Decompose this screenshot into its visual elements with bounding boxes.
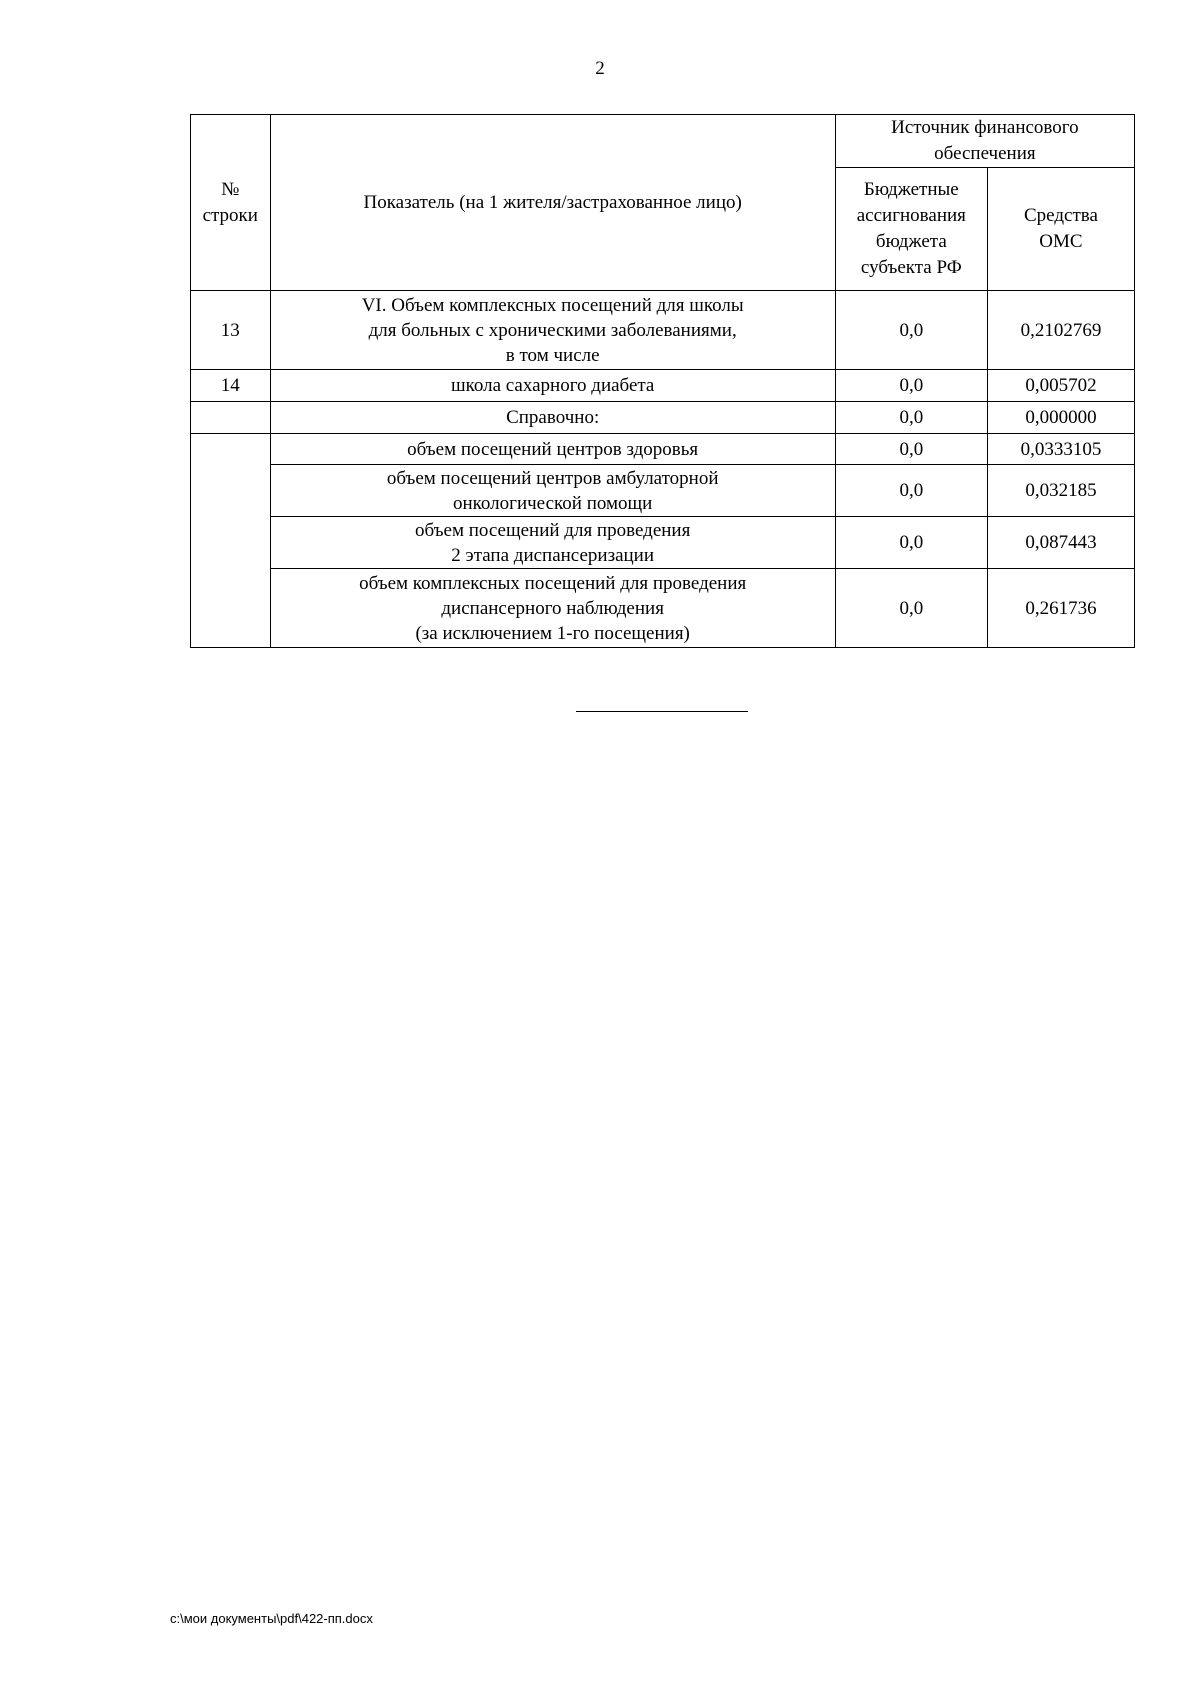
page-number: 2 [595,58,605,79]
header-indicator: Показатель (на 1 жителя/застрахованное лицо) [270,115,835,291]
cell-indicator: Справочно: [270,402,835,434]
header-budget: Бюджетные ассигнования бюджета субъекта РФ [835,168,987,291]
table-row [191,517,1135,569]
cell-indicator: объем комплексных посещений для проведения диспансерного наблюдения (за исключением 1-го посещения) [270,569,835,648]
header-oms: Средства ОМС [987,168,1134,291]
cell-indicator: школа сахарного диабета [270,370,835,402]
cell-oms: 0,261736 [987,569,1134,648]
cell-oms: 0,2102769 [987,291,1134,370]
header-funding-source: Источник финансового обеспечения [835,115,1134,168]
cell-indicator: объем посещений для проведения 2 этапа диспансеризации [270,517,835,569]
cell-oms: 0,0333105 [987,434,1134,465]
cell-budget: 0,0 [835,370,987,402]
cell-indicator: объем посещений центров здоровья [270,434,835,465]
end-separator-line [576,711,748,712]
cell-oms: 0,005702 [987,370,1134,402]
footer-file-path: c:\мои документы\pdf\422-пп.docx [170,1611,373,1626]
cell-budget: 0,0 [835,434,987,465]
cell-row-number: 14 [191,370,271,402]
cell-oms: 0,087443 [987,517,1134,569]
table-row [191,465,1135,517]
table-row [191,370,1135,402]
table-row [191,569,1135,648]
cell-oms: 0,000000 [987,402,1134,434]
indicator-table [190,114,1135,648]
cell-oms: 0,032185 [987,465,1134,517]
cell-indicator: VI. Объем комплексных посещений для школы для больных с хроническими заболеваниями, в том числе [270,291,835,370]
table-row [191,434,1135,465]
cell-budget: 0,0 [835,465,987,517]
cell-budget: 0,0 [835,291,987,370]
cell-row-number: 13 [191,291,271,370]
cell-budget: 0,0 [835,517,987,569]
header-row-number: № строки [191,115,271,291]
cell-budget: 0,0 [835,402,987,434]
cell-row-number-empty [191,434,271,648]
table-row [191,402,1135,434]
cell-budget: 0,0 [835,569,987,648]
cell-row-number [191,402,271,434]
cell-indicator: объем посещений центров амбулаторной онкологической помощи [270,465,835,517]
table-row [191,291,1135,370]
